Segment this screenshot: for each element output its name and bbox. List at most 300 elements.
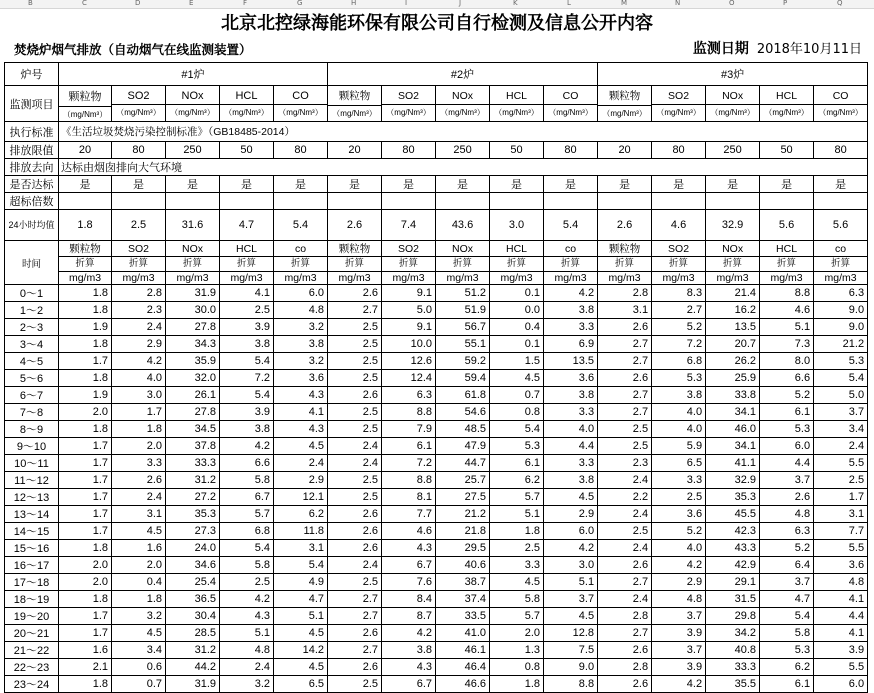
hourly-value: 2.5	[328, 370, 382, 387]
hourly-value: 44.7	[436, 455, 490, 472]
hourly-value: 9.1	[382, 285, 436, 302]
hourly-value: 26.2	[706, 353, 760, 370]
convert-label: 折算	[112, 256, 165, 271]
limit-value: 250	[706, 142, 760, 159]
hourly-value: 2.4	[274, 455, 328, 472]
hourly-value: 24.0	[166, 540, 220, 557]
hourly-value: 5.1	[760, 319, 814, 336]
hourly-value: 34.1	[706, 438, 760, 455]
column-letter: F	[243, 0, 248, 7]
hourly-value: 0.0	[490, 302, 544, 319]
hourly-value: 2.5	[652, 489, 706, 506]
hourly-value: 7.7	[382, 506, 436, 523]
hourly-value: 5.5	[814, 455, 868, 472]
hourly-value: 21.2	[436, 506, 490, 523]
hourly-value: 8.4	[382, 591, 436, 608]
hourly-value: 2.0	[59, 404, 112, 421]
hourly-value: 14.2	[274, 642, 328, 659]
hourly-value: 59.2	[436, 353, 490, 370]
pollutant-name: HCL	[776, 89, 798, 102]
hourly-value: 2.6	[328, 540, 382, 557]
hourly-pollutant-name: co	[565, 242, 577, 255]
hourly-value: 6.6	[760, 370, 814, 387]
hourly-value: 43.3	[706, 540, 760, 557]
hourly-value: 2.7	[598, 625, 652, 642]
hourly-value: 5.2	[760, 540, 814, 557]
unit-label: （mg/Nm³）	[328, 105, 381, 119]
hourly-value: 21.8	[436, 523, 490, 540]
hourly-value: 3.7	[652, 642, 706, 659]
hourly-row	[5, 489, 868, 506]
limit-value: 20	[328, 142, 382, 159]
unit-label: （mg/Nm³）	[706, 104, 759, 118]
hourly-value: 2.5	[598, 421, 652, 438]
avg24-value: 32.9	[706, 210, 760, 241]
hourly-value: 4.8	[652, 591, 706, 608]
hour-range: 16～17	[5, 557, 59, 574]
hourly-value: 28.5	[166, 625, 220, 642]
hourly-value: 2.8	[112, 285, 166, 302]
hourly-value: 3.8	[652, 387, 706, 404]
hourly-value: 42.9	[706, 557, 760, 574]
hourly-value: 2.7	[598, 336, 652, 353]
limit-value: 20	[59, 142, 112, 159]
hourly-header-cell	[166, 241, 220, 285]
hourly-value: 31.2	[166, 642, 220, 659]
unit-label: （mg/Nm³）	[166, 104, 219, 118]
hour-range: 1～2	[5, 302, 59, 319]
hourly-value: 3.7	[814, 404, 868, 421]
hourly-row	[5, 370, 868, 387]
hourly-value: 4.4	[760, 455, 814, 472]
pollutant-name: SO2	[127, 89, 150, 102]
hour-range: 5～6	[5, 370, 59, 387]
hourly-value: 3.8	[220, 336, 274, 353]
hourly-value: 4.8	[220, 642, 274, 659]
hourly-value: 32.0	[166, 370, 220, 387]
hourly-value: 2.6	[328, 523, 382, 540]
hourly-value: 6.2	[760, 659, 814, 676]
hourly-value: 1.7	[59, 489, 112, 506]
hourly-value: 5.0	[814, 387, 868, 404]
hourly-value: 29.8	[706, 608, 760, 625]
hourly-value: 5.3	[814, 353, 868, 370]
limit-value: 80	[274, 142, 328, 159]
pollutant-header-cell	[706, 86, 760, 122]
monitoring-date	[693, 38, 862, 58]
hourly-value: 6.0	[814, 676, 868, 693]
hour-range: 14～15	[5, 523, 59, 540]
convert-label: 折算	[274, 256, 327, 271]
avg24-value: 2.5	[112, 210, 166, 241]
hourly-value: 6.6	[220, 455, 274, 472]
hourly-value: 4.2	[652, 676, 706, 693]
avg24-row	[5, 210, 868, 241]
hourly-value: 2.9	[652, 574, 706, 591]
date-label: 监测日期	[692, 41, 749, 57]
pollutant-name: SO2	[668, 89, 690, 102]
hourly-value: 5.4	[220, 387, 274, 404]
hourly-value: 4.3	[382, 540, 436, 557]
hourly-value: 33.5	[436, 608, 490, 625]
hourly-value: 16.2	[706, 302, 760, 319]
hourly-value: 46.1	[436, 642, 490, 659]
hourly-pollutant-name: SO2	[668, 242, 690, 255]
hourly-value: 20.7	[706, 336, 760, 353]
limit-value: 80	[544, 142, 598, 159]
hourly-value: 8.7	[382, 608, 436, 625]
hourly-value: 25.4	[166, 574, 220, 591]
hourly-value: 5.5	[814, 540, 868, 557]
hourly-value: 1.8	[59, 285, 112, 302]
hourly-value: 7.9	[382, 421, 436, 438]
hourly-value: 2.5	[328, 336, 382, 353]
hourly-value: 2.4	[814, 438, 868, 455]
hourly-header-cell	[706, 241, 760, 285]
hourly-value: 3.9	[814, 642, 868, 659]
hourly-value: 2.7	[598, 387, 652, 404]
hourly-value: 6.1	[760, 404, 814, 421]
column-letter: D	[135, 0, 141, 7]
hourly-value: 6.4	[760, 557, 814, 574]
hourly-value: 2.7	[328, 591, 382, 608]
hourly-value: 4.5	[112, 523, 166, 540]
hourly-value: 6.2	[274, 506, 328, 523]
hourly-value: 0.7	[490, 387, 544, 404]
exceed-value	[814, 193, 868, 210]
hourly-value: 2.0	[490, 625, 544, 642]
hourly-value: 27.8	[166, 404, 220, 421]
hourly-value: 2.5	[328, 421, 382, 438]
pollutant-header-cell	[490, 86, 544, 122]
hourly-value: 4.5	[274, 438, 328, 455]
hourly-value: 3.4	[112, 642, 166, 659]
hourly-value: 3.3	[490, 557, 544, 574]
hourly-value: 6.9	[544, 336, 598, 353]
hourly-value: 55.1	[436, 336, 490, 353]
hourly-value: 26.1	[166, 387, 220, 404]
hourly-value: 5.4	[220, 540, 274, 557]
hourly-value: 0.6	[112, 659, 166, 676]
hourly-value: 6.1	[490, 455, 544, 472]
hourly-unit: mg/m3	[274, 271, 327, 284]
hourly-row	[5, 557, 868, 574]
hourly-value: 2.5	[220, 574, 274, 591]
avg24-value: 5.4	[274, 210, 328, 241]
hourly-value: 2.6	[328, 659, 382, 676]
hourly-value: 27.8	[166, 319, 220, 336]
exceed-value	[490, 193, 544, 210]
hourly-value: 2.5	[328, 472, 382, 489]
pollutant-name: 颗粒物	[608, 90, 641, 102]
exceed-value	[166, 193, 220, 210]
hour-range: 22～23	[5, 659, 59, 676]
hourly-unit: mg/m3	[706, 271, 759, 284]
hourly-value: 42.3	[706, 523, 760, 540]
hourly-value: 2.4	[328, 557, 382, 574]
hourly-value: 3.0	[544, 557, 598, 574]
hourly-value: 2.7	[328, 608, 382, 625]
hourly-value: 6.7	[382, 557, 436, 574]
hourly-value: 4.5	[112, 625, 166, 642]
unit-label: （mg/Nm³）	[59, 106, 111, 120]
hourly-value: 4.5	[490, 370, 544, 387]
hourly-value: 25.7	[436, 472, 490, 489]
hourly-value: 1.9	[59, 387, 112, 404]
hourly-value: 5.8	[220, 557, 274, 574]
hour-range: 20～21	[5, 625, 59, 642]
hourly-value: 6.1	[382, 438, 436, 455]
pollutant-header-cell	[382, 86, 436, 122]
hourly-value: 8.8	[382, 404, 436, 421]
hourly-value: 2.9	[112, 336, 166, 353]
hour-range: 2～3	[5, 319, 59, 336]
hourly-row	[5, 387, 868, 404]
hourly-value: 6.7	[220, 489, 274, 506]
pollutant-header-cell	[652, 86, 706, 122]
column-letter: C	[82, 0, 87, 7]
hourly-value: 4.2	[220, 591, 274, 608]
hourly-value: 4.1	[220, 285, 274, 302]
date-value: 2018年10月11日	[756, 42, 862, 57]
hourly-value: 30.4	[166, 608, 220, 625]
hourly-unit: mg/m3	[112, 271, 165, 284]
pollutant-header-cell	[112, 86, 166, 122]
hourly-value: 3.3	[652, 472, 706, 489]
convert-label: 折算	[436, 256, 489, 271]
avg24-value: 1.8	[59, 210, 112, 241]
hourly-value: 2.6	[328, 506, 382, 523]
pollutant-name: HCL	[506, 89, 528, 102]
hourly-header-cell	[274, 241, 328, 285]
hourly-value: 2.8	[598, 285, 652, 302]
hourly-value: 61.8	[436, 387, 490, 404]
hourly-value: 5.7	[490, 608, 544, 625]
limit-value: 50	[490, 142, 544, 159]
standard-row	[5, 122, 868, 142]
hourly-value: 9.1	[382, 319, 436, 336]
hourly-value: 3.7	[544, 591, 598, 608]
hourly-value: 4.0	[544, 421, 598, 438]
hourly-value: 0.4	[490, 319, 544, 336]
hourly-value: 0.1	[490, 285, 544, 302]
hourly-value: 1.9	[59, 319, 112, 336]
hour-range: 3～4	[5, 336, 59, 353]
compliance-value: 是	[220, 176, 274, 193]
furnace-label: 炉号	[5, 63, 59, 86]
limit-value: 80	[814, 142, 868, 159]
hourly-value: 3.2	[220, 676, 274, 693]
hourly-row	[5, 285, 868, 302]
hourly-value: 1.7	[112, 404, 166, 421]
column-letter: P	[783, 0, 788, 7]
hourly-header-cell	[59, 241, 112, 285]
hourly-value: 5.3	[652, 370, 706, 387]
hourly-value: 1.8	[490, 676, 544, 693]
hourly-value: 11.8	[274, 523, 328, 540]
compliance-value: 是	[544, 176, 598, 193]
hourly-value: 7.2	[382, 455, 436, 472]
convert-label: 折算	[706, 256, 759, 271]
hourly-unit: mg/m3	[652, 271, 705, 284]
hourly-value: 2.5	[598, 523, 652, 540]
hourly-value: 21.2	[814, 336, 868, 353]
hourly-row	[5, 455, 868, 472]
hourly-value: 6.0	[760, 438, 814, 455]
hourly-header-row	[5, 241, 868, 285]
hourly-unit: mg/m3	[436, 271, 489, 284]
hourly-unit: mg/m3	[814, 271, 867, 284]
hourly-value: 33.8	[706, 387, 760, 404]
hourly-value: 1.8	[112, 421, 166, 438]
hour-range: 15～16	[5, 540, 59, 557]
unit-label: （mg/Nm³）	[274, 104, 327, 118]
hourly-value: 8.1	[382, 489, 436, 506]
limit-value: 80	[382, 142, 436, 159]
hour-range: 0～1	[5, 285, 59, 302]
column-letter: K	[513, 0, 518, 7]
exceed-value	[220, 193, 274, 210]
hourly-value: 9.0	[814, 319, 868, 336]
hourly-value: 3.8	[220, 421, 274, 438]
subtitle: 焚烧炉烟气排放（自动烟气在线监测装置）	[14, 42, 252, 57]
column-letter: H	[351, 0, 357, 7]
hourly-value: 3.8	[544, 472, 598, 489]
column-letter: L	[567, 0, 571, 7]
exceed-value	[382, 193, 436, 210]
avg24-value: 4.7	[220, 210, 274, 241]
hourly-value: 4.1	[814, 591, 868, 608]
exceed-value	[436, 193, 490, 210]
furnace-2: #2炉	[328, 63, 598, 86]
hour-range: 6～7	[5, 387, 59, 404]
column-letter: O	[729, 0, 735, 7]
hourly-value: 3.7	[652, 608, 706, 625]
hourly-value: 3.9	[220, 319, 274, 336]
hourly-value: 1.7	[814, 489, 868, 506]
compliance-value: 是	[652, 176, 706, 193]
hourly-value: 4.6	[382, 523, 436, 540]
hour-range: 23～24	[5, 676, 59, 693]
hourly-value: 54.6	[436, 404, 490, 421]
hourly-value: 1.7	[59, 506, 112, 523]
hourly-value: 1.8	[59, 591, 112, 608]
hourly-value: 12.4	[382, 370, 436, 387]
destination-row	[5, 159, 868, 176]
hourly-value: 3.8	[382, 642, 436, 659]
pollutant-name: NOx	[181, 89, 204, 102]
pollutant-header-cell	[59, 86, 112, 122]
hourly-value: 3.3	[112, 455, 166, 472]
hourly-value: 6.3	[814, 285, 868, 302]
hourly-value: 4.5	[544, 489, 598, 506]
hourly-row	[5, 608, 868, 625]
pollutant-header-cell	[598, 86, 652, 122]
hourly-value: 31.2	[166, 472, 220, 489]
pollutant-header-row	[5, 86, 868, 122]
hourly-value: 2.4	[598, 506, 652, 523]
hourly-header-cell	[598, 241, 652, 285]
furnace-1: #1炉	[59, 63, 328, 86]
hour-range: 11～12	[5, 472, 59, 489]
hourly-header-cell	[490, 241, 544, 285]
unit-label: （mg/Nm³）	[220, 104, 273, 118]
hourly-value: 1.8	[59, 370, 112, 387]
hourly-value: 3.1	[274, 540, 328, 557]
hourly-value: 34.5	[166, 421, 220, 438]
hourly-value: 5.4	[220, 353, 274, 370]
hourly-value: 4.8	[760, 506, 814, 523]
hourly-unit: mg/m3	[544, 271, 597, 284]
items-label: 监测项目	[5, 86, 59, 122]
hourly-value: 2.5	[328, 574, 382, 591]
avg24-value: 5.6	[760, 210, 814, 241]
hourly-pollutant-name: 颗粒物	[69, 242, 101, 255]
hourly-value: 3.8	[544, 302, 598, 319]
hourly-value: 6.3	[760, 523, 814, 540]
hourly-value: 4.5	[544, 608, 598, 625]
hourly-value: 7.2	[220, 370, 274, 387]
hourly-value: 25.9	[706, 370, 760, 387]
hourly-value: 5.9	[652, 438, 706, 455]
hourly-value: 3.9	[220, 404, 274, 421]
pollutant-header-cell	[544, 86, 598, 122]
hourly-row	[5, 659, 868, 676]
hourly-unit: mg/m3	[328, 271, 381, 284]
avg24-value: 5.4	[544, 210, 598, 241]
hourly-value: 30.0	[166, 302, 220, 319]
hourly-value: 1.7	[59, 608, 112, 625]
hourly-value: 27.2	[166, 489, 220, 506]
hourly-value: 2.6	[328, 285, 382, 302]
hourly-value: 1.6	[112, 540, 166, 557]
hour-range: 7～8	[5, 404, 59, 421]
hourly-value: 2.7	[328, 642, 382, 659]
exceed-value	[544, 193, 598, 210]
hourly-value: 2.6	[598, 319, 652, 336]
compliance-value: 是	[490, 176, 544, 193]
hourly-header-cell	[112, 241, 166, 285]
hourly-value: 5.5	[814, 659, 868, 676]
hourly-value: 2.3	[112, 302, 166, 319]
hourly-value: 5.2	[652, 523, 706, 540]
hourly-value: 5.8	[220, 472, 274, 489]
hourly-value: 2.5	[328, 319, 382, 336]
column-letter: E	[189, 0, 194, 7]
hourly-value: 1.8	[490, 523, 544, 540]
hourly-value: 1.8	[59, 676, 112, 693]
column-letter: Q	[837, 0, 843, 7]
hourly-value: 1.6	[59, 642, 112, 659]
hourly-value: 2.7	[652, 302, 706, 319]
hourly-value: 1.7	[59, 625, 112, 642]
hourly-value: 1.3	[490, 642, 544, 659]
hourly-value: 2.4	[328, 455, 382, 472]
hourly-value: 3.3	[544, 319, 598, 336]
hourly-value: 4.1	[274, 404, 328, 421]
hourly-value: 4.4	[814, 608, 868, 625]
unit-label: （mg/Nm³）	[436, 104, 489, 118]
hourly-pollutant-name: NOx	[452, 242, 474, 255]
hourly-value: 21.4	[706, 285, 760, 302]
hourly-value: 4.2	[382, 625, 436, 642]
hourly-value: 3.6	[544, 370, 598, 387]
hourly-unit: mg/m3	[598, 271, 651, 284]
hourly-value: 1.8	[59, 421, 112, 438]
hourly-value: 2.6	[598, 642, 652, 659]
pollutant-name: CO	[562, 89, 579, 102]
hourly-value: 1.7	[59, 523, 112, 540]
